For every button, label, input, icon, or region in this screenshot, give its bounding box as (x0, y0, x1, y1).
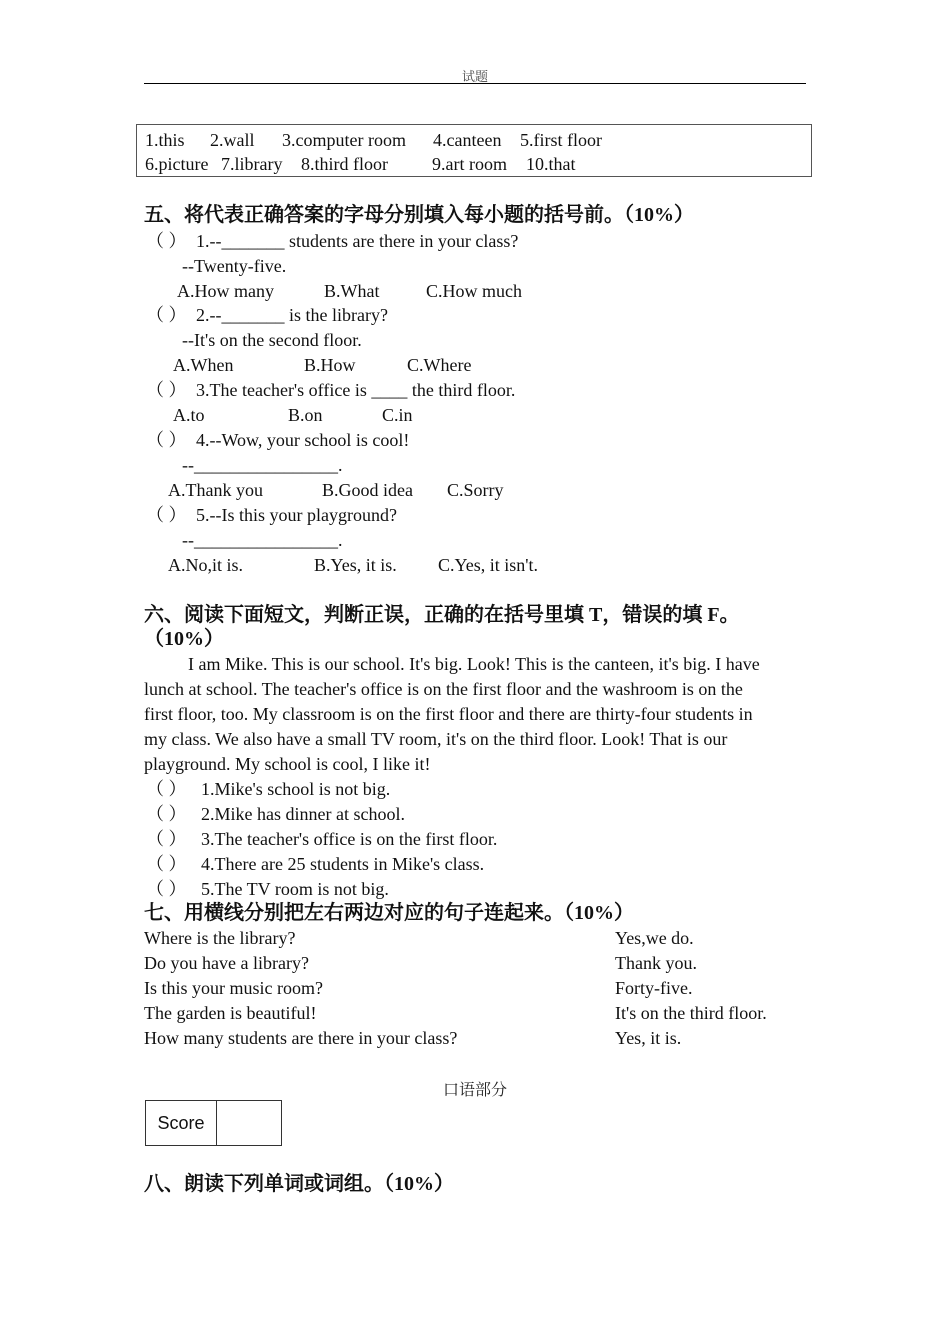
match-right-item[interactable]: Forty-five. (615, 978, 693, 998)
match-right-item[interactable]: It's on the third floor. (615, 1003, 767, 1023)
match-right-item[interactable]: Thank you. (615, 953, 697, 973)
true-false-item: 3.The teacher's office is on the first floor. (201, 829, 498, 849)
question-reply: --________________. (182, 455, 343, 475)
option-b: B.Good idea (322, 480, 413, 500)
passage-line: my class. We also have a small TV room, it's on the third floor. Look! That is our (144, 729, 728, 749)
true-false-item: 4.There are 25 students in Mike's class. (201, 854, 485, 874)
passage-line: I am Mike. This is our school. It's big. Look! This is the canteen, it's big. I have (188, 654, 760, 674)
section8-title: 八、朗读下列单词或词组。（10%） (144, 1173, 454, 1195)
passage-line: playground. My school is cool, I like it! (144, 754, 431, 774)
question-stem: 1.--_______ students are there in your class? (196, 231, 519, 251)
section6-title-percent: （10%） (144, 628, 224, 650)
option-a: A.How many (177, 281, 274, 301)
word-bank-item: 4.canteen (433, 130, 502, 150)
answer-bracket[interactable]: （ ） (146, 231, 187, 251)
match-left-item[interactable]: Is this your music room? (144, 978, 323, 998)
passage-line: lunch at school. The teacher's office is on the first floor and the washroom is on the (144, 679, 743, 699)
match-left-item[interactable]: The garden is beautiful! (144, 1003, 317, 1023)
option-a: A.to (173, 405, 205, 425)
score-table (145, 1100, 282, 1146)
word-bank-item: 2.wall (210, 130, 255, 150)
answer-bracket[interactable]: （ ） (146, 305, 187, 325)
question-stem: 3.The teacher's office is ____ the third floor. (196, 380, 516, 400)
question-stem: 5.--Is this your playground? (196, 505, 397, 525)
question-stem: 2.--_______ is the library? (196, 305, 388, 325)
true-false-item: 1.Mike's school is not big. (201, 779, 391, 799)
word-bank-item: 3.computer room (282, 130, 406, 150)
word-bank-item: 7.library (221, 154, 283, 174)
match-right-item[interactable]: Yes,we do. (615, 928, 694, 948)
question-reply: --It's on the second floor. (182, 330, 362, 350)
page-header-title: 试题 (461, 70, 488, 85)
word-bank-item: 10.that (526, 154, 576, 174)
answer-bracket[interactable]: （ ） (146, 854, 187, 874)
answer-bracket[interactable]: （ ） (146, 505, 187, 525)
answer-bracket[interactable]: （ ） (146, 380, 187, 400)
word-bank-item: 9.art room (432, 154, 507, 174)
answer-bracket[interactable]: （ ） (146, 879, 187, 899)
option-a: A.Thank you (168, 480, 263, 500)
reading-passage (144, 652, 804, 777)
question-stem: 4.--Wow, your school is cool! (196, 430, 410, 450)
match-left-item[interactable]: How many students are there in your class? (144, 1028, 458, 1048)
option-b: B.How (304, 355, 356, 375)
section5-title: 五、将代表正确答案的字母分别填入每小题的括号前。（10%） (144, 204, 694, 226)
option-c: C.Where (407, 355, 472, 375)
match-left-item[interactable]: Where is the library? (144, 928, 296, 948)
option-c: C.in (382, 405, 413, 425)
match-right-item[interactable]: Yes, it is. (615, 1028, 682, 1048)
option-b: B.on (288, 405, 323, 425)
section7-title: 七、用横线分别把左右两边对应的句子连起来。（10%） (144, 902, 634, 924)
option-c: C.Yes, it isn't. (438, 555, 538, 575)
option-a: A.When (173, 355, 234, 375)
passage-line: first floor, too. My classroom is on the first floor and there are thirty-four students in (144, 704, 753, 724)
answer-bracket[interactable]: （ ） (146, 779, 187, 799)
true-false-item: 5.The TV room is not big. (201, 879, 389, 899)
oral-section-label: 口语部分 (442, 1080, 507, 1099)
word-bank-item: 8.third floor (301, 154, 388, 174)
score-label: Score (146, 1101, 217, 1146)
answer-bracket[interactable]: （ ） (146, 829, 187, 849)
option-c: C.Sorry (447, 480, 504, 500)
word-bank-item: 6.picture (145, 154, 209, 174)
answer-bracket[interactable]: （ ） (146, 430, 187, 450)
word-bank-item: 5.first floor (520, 130, 602, 150)
section6-title: 六、阅读下面短文，判断正误，正确的在括号里填 T，错误的填 F。 (144, 604, 740, 626)
question-reply: --________________. (182, 530, 343, 550)
question-reply: --Twenty-five. (182, 256, 287, 276)
word-bank-item: 1.this (145, 130, 185, 150)
answer-bracket[interactable]: （ ） (146, 804, 187, 824)
true-false-item: 2.Mike has dinner at school. (201, 804, 405, 824)
option-c: C.How much (426, 281, 522, 301)
match-left-item[interactable]: Do you have a library? (144, 953, 309, 973)
word-bank-box (136, 124, 812, 177)
header-divider (144, 83, 806, 84)
option-b: B.What (324, 281, 380, 301)
option-b: B.Yes, it is. (314, 555, 397, 575)
score-value-cell[interactable] (217, 1101, 282, 1146)
option-a: A.No,it is. (168, 555, 244, 575)
